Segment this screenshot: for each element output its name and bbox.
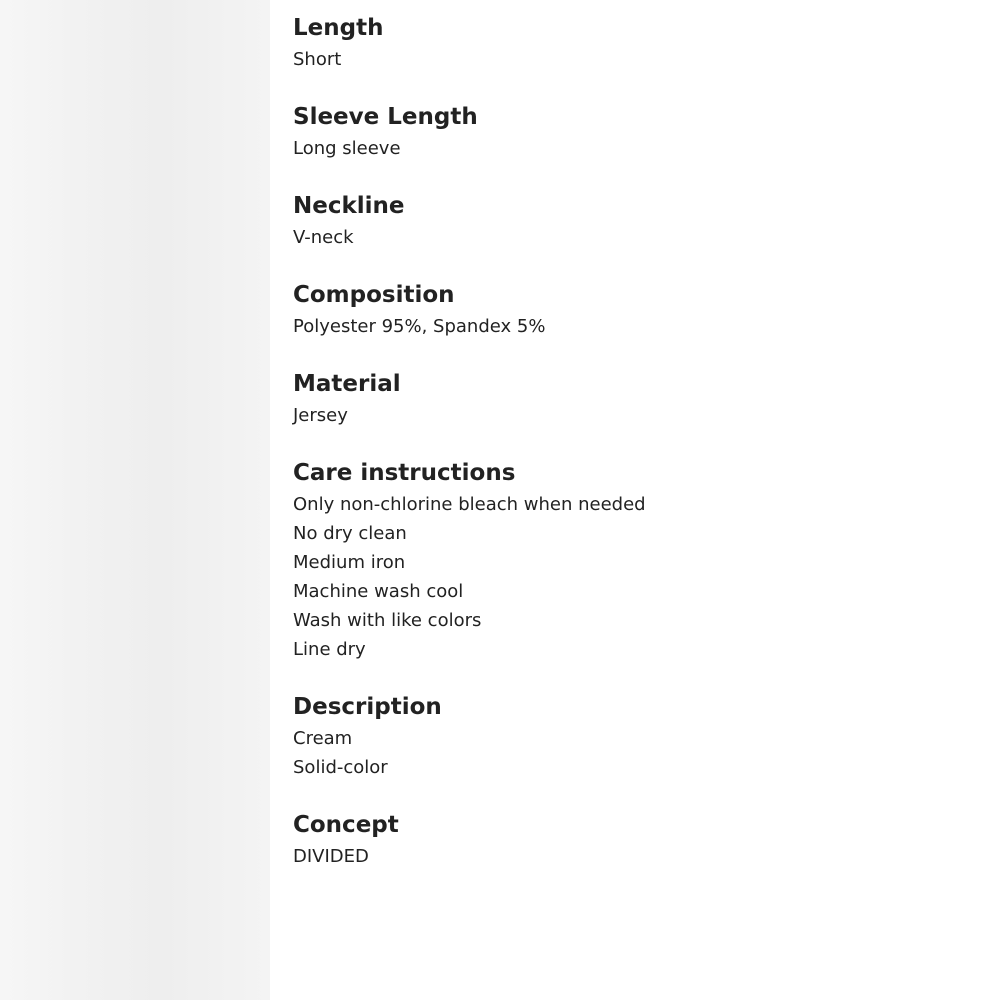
detail-value: Line dry (293, 639, 366, 660)
detail-concept (293, 808, 893, 871)
detail-value: Wash with like colors (293, 610, 482, 631)
detail-sleeve-length (293, 100, 893, 163)
detail-heading: Composition (293, 282, 455, 308)
detail-value: V-neck (293, 227, 354, 248)
detail-heading: Material (293, 371, 401, 397)
detail-values (293, 401, 893, 430)
detail-neckline (293, 189, 893, 252)
detail-length (293, 11, 893, 74)
detail-value: No dry clean (293, 523, 407, 544)
detail-value: Polyester 95%, Spandex 5% (293, 316, 546, 337)
detail-description (293, 690, 893, 782)
background-shade (0, 0, 270, 1000)
detail-values (293, 724, 893, 782)
detail-care-instructions (293, 456, 893, 664)
detail-heading: Care instructions (293, 460, 516, 486)
detail-value: DIVIDED (293, 846, 369, 867)
detail-values (293, 223, 893, 252)
detail-values (293, 490, 893, 664)
detail-value: Cream (293, 728, 353, 749)
detail-value: Long sleeve (293, 138, 401, 159)
detail-values (293, 842, 893, 871)
detail-value: Medium iron (293, 552, 406, 573)
detail-value: Short (293, 49, 342, 70)
detail-values (293, 134, 893, 163)
detail-heading: Length (293, 15, 384, 41)
detail-values (293, 45, 893, 74)
detail-composition (293, 278, 893, 341)
detail-heading: Sleeve Length (293, 104, 478, 130)
detail-heading: Neckline (293, 193, 405, 219)
detail-material (293, 367, 893, 430)
detail-value: Only non-chlorine bleach when needed (293, 494, 646, 515)
detail-value: Solid-color (293, 757, 388, 778)
detail-values (293, 312, 893, 341)
detail-value: Jersey (293, 405, 348, 426)
product-details-list (293, 11, 893, 897)
detail-value: Machine wash cool (293, 581, 464, 602)
detail-heading: Concept (293, 812, 399, 838)
detail-heading: Description (293, 694, 442, 720)
